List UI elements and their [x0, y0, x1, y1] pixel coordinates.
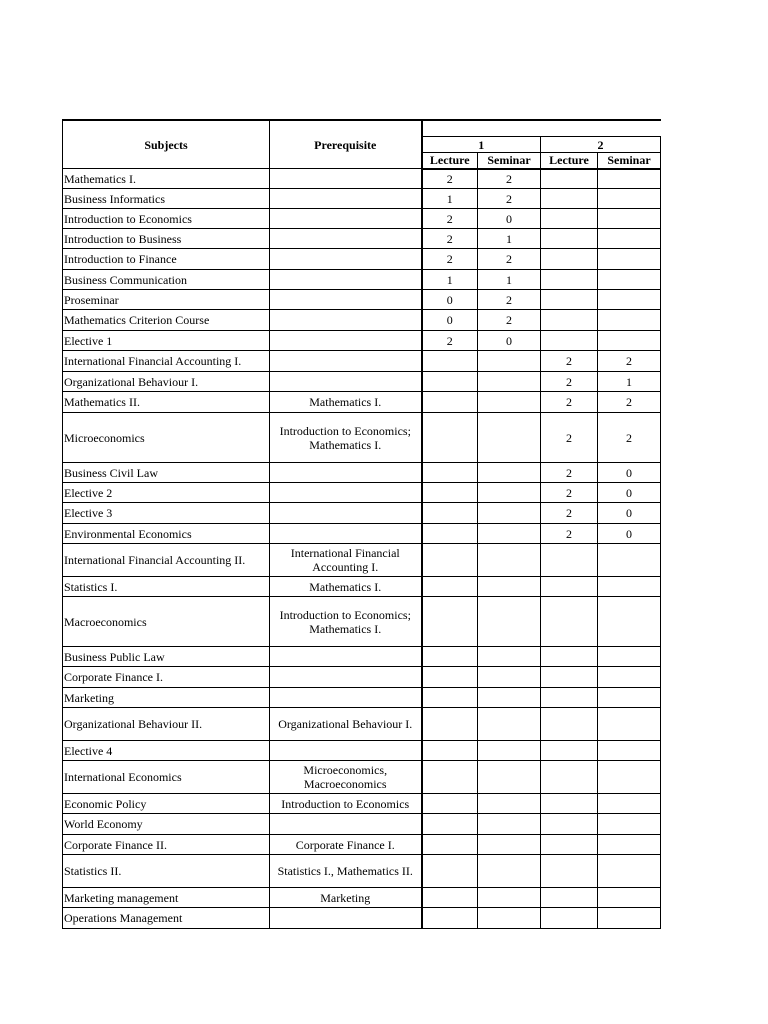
subjects-header: Subjects — [63, 120, 270, 169]
semester-2-seminar-cell — [598, 597, 661, 647]
subject-cell: International Economics — [63, 761, 270, 794]
semester-1-seminar-cell — [478, 372, 541, 392]
semester-2-seminar-cell: 0 — [598, 483, 661, 503]
semester-1-seminar-cell — [478, 351, 541, 372]
semester-2-seminar-cell: 2 — [598, 351, 661, 372]
table-row — [63, 741, 661, 761]
semester-1-lecture-cell — [422, 372, 478, 392]
semester-2-seminar-cell — [598, 761, 661, 794]
semester-1-lecture-cell — [422, 483, 478, 503]
prerequisite-cell — [270, 372, 422, 392]
prerequisite-cell: Introduction to Economics; Mathematics I. — [270, 597, 422, 647]
table-row — [63, 392, 661, 413]
prerequisite-cell — [270, 290, 422, 310]
subject-cell: International Financial Accounting II. — [63, 544, 270, 577]
semester-2-lecture-cell: 2 — [541, 392, 598, 413]
table-row — [63, 503, 661, 524]
prerequisite-cell — [270, 741, 422, 761]
semester-1-seminar-cell — [478, 524, 541, 544]
prerequisite-cell: Marketing — [270, 888, 422, 908]
header-blank-band — [422, 120, 661, 137]
semester-2-lecture-cell — [541, 597, 598, 647]
semester-1-lecture-cell: 0 — [422, 310, 478, 331]
semester-1-lecture-cell — [422, 908, 478, 929]
table-row — [63, 577, 661, 597]
semester-2-lecture-cell — [541, 189, 598, 209]
subject-cell: Organizational Behaviour I. — [63, 372, 270, 392]
table-row — [63, 761, 661, 794]
table-row — [63, 331, 661, 351]
semester-2-seminar-cell — [598, 688, 661, 708]
semester-2-lecture-cell — [541, 708, 598, 741]
semester-1-lecture-cell: 2 — [422, 209, 478, 229]
subject-cell: Business Informatics — [63, 189, 270, 209]
semester-2-lecture-cell — [541, 741, 598, 761]
semester-1-lecture-cell — [422, 741, 478, 761]
semester-1-seminar-cell — [478, 741, 541, 761]
table-row — [63, 209, 661, 229]
subject-cell: Microeconomics — [63, 413, 270, 463]
semester-2-lecture-cell: 2 — [541, 351, 598, 372]
semester-1-seminar-cell — [478, 503, 541, 524]
prerequisite-cell — [270, 463, 422, 483]
prerequisite-cell — [270, 351, 422, 372]
prerequisite-cell — [270, 667, 422, 688]
semester-2-lecture-cell: 2 — [541, 463, 598, 483]
semester-1-lecture-cell — [422, 503, 478, 524]
semester-1-lecture-cell: 0 — [422, 290, 478, 310]
semester-2-seminar-cell: 2 — [598, 392, 661, 413]
semester-2-seminar-cell — [598, 647, 661, 667]
semester-1-lecture-cell: 2 — [422, 331, 478, 351]
semester-1-lecture-cell — [422, 794, 478, 814]
semester-2-seminar-cell: 2 — [598, 413, 661, 463]
subject-cell: Marketing management — [63, 888, 270, 908]
table-row — [63, 908, 661, 929]
prerequisite-cell — [270, 331, 422, 351]
prerequisite-cell — [270, 647, 422, 667]
subject-cell: Environmental Economics — [63, 524, 270, 544]
semester-1-lecture-cell: 1 — [422, 270, 478, 290]
semester-2-seminar-cell — [598, 331, 661, 351]
semester-1-lecture-header: Lecture — [422, 153, 478, 169]
prerequisite-cell — [270, 688, 422, 708]
curriculum-table — [62, 119, 661, 929]
table-row — [63, 270, 661, 290]
subject-cell: Corporate Finance I. — [63, 667, 270, 688]
semester-1-lecture-cell — [422, 413, 478, 463]
semester-1-seminar-cell — [478, 688, 541, 708]
table-row — [63, 888, 661, 908]
subject-cell: Marketing — [63, 688, 270, 708]
semester-1-seminar-cell: 2 — [478, 189, 541, 209]
semester-1-lecture-cell: 2 — [422, 229, 478, 249]
semester-1-seminar-cell — [478, 483, 541, 503]
semester-2-lecture-cell — [541, 169, 598, 189]
semester-2-lecture-cell — [541, 647, 598, 667]
subject-cell: Economic Policy — [63, 794, 270, 814]
table-row — [63, 310, 661, 331]
table-row — [63, 667, 661, 688]
semester-1-seminar-cell — [478, 761, 541, 794]
subject-cell: Corporate Finance II. — [63, 835, 270, 855]
semester-1-seminar-cell — [478, 392, 541, 413]
subject-cell: Operations Management — [63, 908, 270, 929]
semester-1-seminar-cell: 2 — [478, 290, 541, 310]
prerequisite-cell: Organizational Behaviour I. — [270, 708, 422, 741]
semester-1-lecture-cell — [422, 667, 478, 688]
semester-1-seminar-cell — [478, 888, 541, 908]
subject-cell: Introduction to Economics — [63, 209, 270, 229]
semester-2-seminar-cell — [598, 209, 661, 229]
subject-cell: Introduction to Finance — [63, 249, 270, 270]
semester-2-lecture-cell: 2 — [541, 503, 598, 524]
prerequisite-cell: Mathematics I. — [270, 392, 422, 413]
table-row — [63, 708, 661, 741]
semester-2-lecture-header: Lecture — [541, 153, 598, 169]
subject-cell: Statistics II. — [63, 855, 270, 888]
semester-1-lecture-cell — [422, 835, 478, 855]
semester-2-lecture-cell — [541, 855, 598, 888]
prerequisite-cell: Mathematics I. — [270, 577, 422, 597]
semester-2-seminar-cell — [598, 908, 661, 929]
subject-cell: Statistics I. — [63, 577, 270, 597]
prerequisite-cell: Introduction to Economics; Mathematics I. — [270, 413, 422, 463]
semester-1-seminar-cell — [478, 647, 541, 667]
semester-2-lecture-cell — [541, 814, 598, 835]
semester-2-lecture-cell — [541, 888, 598, 908]
semester-2-lecture-cell: 2 — [541, 524, 598, 544]
prerequisite-cell — [270, 249, 422, 270]
semester-1-lecture-cell — [422, 577, 478, 597]
semester-2-lecture-cell — [541, 331, 598, 351]
semester-2-lecture-cell — [541, 794, 598, 814]
prerequisite-cell — [270, 270, 422, 290]
semester-1-seminar-cell: 1 — [478, 229, 541, 249]
semester-1-seminar-cell — [478, 597, 541, 647]
semester-1-lecture-cell — [422, 351, 478, 372]
prerequisite-cell: Statistics I., Mathematics II. — [270, 855, 422, 888]
prerequisite-cell — [270, 310, 422, 331]
table-row — [63, 688, 661, 708]
semester-2-lecture-cell: 2 — [541, 413, 598, 463]
semester-1-lecture-cell — [422, 544, 478, 577]
table-row — [63, 483, 661, 503]
semester-2-seminar-cell: 1 — [598, 372, 661, 392]
semester-2-seminar-cell — [598, 888, 661, 908]
subject-cell: Elective 4 — [63, 741, 270, 761]
semester-1-lecture-cell: 2 — [422, 249, 478, 270]
semester-1-lecture-cell — [422, 814, 478, 835]
semester-2-lecture-cell — [541, 270, 598, 290]
semester-2-lecture-cell: 2 — [541, 372, 598, 392]
prerequisite-cell: International Financial Accounting I. — [270, 544, 422, 577]
prerequisite-cell — [270, 229, 422, 249]
table-row — [63, 647, 661, 667]
semester-1-seminar-cell: 2 — [478, 249, 541, 270]
semester-1-lecture-cell — [422, 888, 478, 908]
table-row — [63, 229, 661, 249]
semester-1-seminar-cell: 1 — [478, 270, 541, 290]
subject-cell: Elective 3 — [63, 503, 270, 524]
semester-2-seminar-cell — [598, 544, 661, 577]
semester-1-lecture-cell — [422, 647, 478, 667]
semester-1-seminar-cell — [478, 577, 541, 597]
semester-1-seminar-cell — [478, 544, 541, 577]
semester-2-seminar-cell — [598, 708, 661, 741]
prerequisite-cell — [270, 169, 422, 189]
semester-2-seminar-cell — [598, 229, 661, 249]
prerequisite-cell — [270, 189, 422, 209]
prerequisite-cell — [270, 503, 422, 524]
semester-2-lecture-cell: 2 — [541, 483, 598, 503]
table-row — [63, 463, 661, 483]
subject-cell: Macroeconomics — [63, 597, 270, 647]
semester-2-lecture-cell — [541, 209, 598, 229]
table-row — [63, 372, 661, 392]
subject-cell: Mathematics I. — [63, 169, 270, 189]
table-row — [63, 597, 661, 647]
semester-1-seminar-cell — [478, 835, 541, 855]
semester-2-seminar-cell: 0 — [598, 524, 661, 544]
semester-2-lecture-cell — [541, 577, 598, 597]
semester-1-seminar-cell: 2 — [478, 310, 541, 331]
table-row — [63, 169, 661, 189]
semester-1-lecture-cell: 2 — [422, 169, 478, 189]
table-row — [63, 249, 661, 270]
semester-1-lecture-cell — [422, 463, 478, 483]
semester-2-seminar-cell — [598, 310, 661, 331]
semester-2-seminar-cell — [598, 855, 661, 888]
semester-2-seminar-cell — [598, 169, 661, 189]
semester-2-lecture-cell — [541, 290, 598, 310]
semester-2-lecture-cell — [541, 229, 598, 249]
semester-2-lecture-cell — [541, 667, 598, 688]
table-row — [63, 351, 661, 372]
semester-1-seminar-cell — [478, 667, 541, 688]
subject-cell: World Economy — [63, 814, 270, 835]
prerequisite-cell — [270, 209, 422, 229]
table-row — [63, 835, 661, 855]
table-row — [63, 814, 661, 835]
semester-2-seminar-cell — [598, 741, 661, 761]
semester-1-seminar-cell — [478, 855, 541, 888]
semester-2-lecture-cell — [541, 761, 598, 794]
prerequisite-cell — [270, 908, 422, 929]
subject-cell: Proseminar — [63, 290, 270, 310]
subject-cell: Business Communication — [63, 270, 270, 290]
semester-1-lecture-cell — [422, 524, 478, 544]
semester-1-seminar-cell — [478, 794, 541, 814]
semester-1-lecture-cell — [422, 855, 478, 888]
prerequisite-cell — [270, 814, 422, 835]
semester-2-seminar-cell — [598, 577, 661, 597]
semester-2-seminar-cell — [598, 835, 661, 855]
subject-cell: Business Civil Law — [63, 463, 270, 483]
semester-2-seminar-cell: 0 — [598, 503, 661, 524]
prerequisite-header: Prerequisite — [270, 120, 422, 169]
table-row — [63, 794, 661, 814]
table-body — [63, 169, 661, 929]
table-row — [63, 544, 661, 577]
semester-2-seminar-cell — [598, 249, 661, 270]
subject-cell: International Financial Accounting I. — [63, 351, 270, 372]
semester-2-lecture-cell — [541, 835, 598, 855]
semester-2-seminar-header: Seminar — [598, 153, 661, 169]
semester-1-seminar-cell: 2 — [478, 169, 541, 189]
semester-2-header: 2 — [541, 137, 661, 153]
semester-2-seminar-cell — [598, 270, 661, 290]
semester-1-seminar-header: Seminar — [478, 153, 541, 169]
semester-2-seminar-cell — [598, 667, 661, 688]
subject-cell: Mathematics II. — [63, 392, 270, 413]
semester-2-lecture-cell — [541, 249, 598, 270]
semester-1-lecture-cell — [422, 392, 478, 413]
semester-2-seminar-cell — [598, 189, 661, 209]
semester-1-seminar-cell — [478, 814, 541, 835]
semester-1-lecture-cell — [422, 688, 478, 708]
prerequisite-cell: Microeconomics, Macroeconomics — [270, 761, 422, 794]
semester-2-lecture-cell — [541, 688, 598, 708]
semester-2-lecture-cell — [541, 544, 598, 577]
prerequisite-cell: Introduction to Economics — [270, 794, 422, 814]
semester-2-seminar-cell: 0 — [598, 463, 661, 483]
subject-cell: Elective 2 — [63, 483, 270, 503]
semester-2-seminar-cell — [598, 290, 661, 310]
semester-1-seminar-cell: 0 — [478, 209, 541, 229]
semester-1-seminar-cell — [478, 463, 541, 483]
subject-cell: Elective 1 — [63, 331, 270, 351]
table-header — [63, 120, 661, 169]
semester-2-seminar-cell — [598, 814, 661, 835]
subject-cell: Business Public Law — [63, 647, 270, 667]
semester-1-lecture-cell — [422, 597, 478, 647]
table-row — [63, 290, 661, 310]
semester-1-lecture-cell — [422, 708, 478, 741]
semester-1-seminar-cell — [478, 413, 541, 463]
semester-1-seminar-cell — [478, 708, 541, 741]
subject-cell: Organizational Behaviour II. — [63, 708, 270, 741]
prerequisite-cell — [270, 483, 422, 503]
semester-1-header: 1 — [422, 137, 541, 153]
semester-1-lecture-cell — [422, 761, 478, 794]
semester-1-lecture-cell: 1 — [422, 189, 478, 209]
semester-1-seminar-cell: 0 — [478, 331, 541, 351]
subject-cell: Introduction to Business — [63, 229, 270, 249]
table-row — [63, 413, 661, 463]
table-row — [63, 189, 661, 209]
table-row — [63, 855, 661, 888]
semester-2-lecture-cell — [541, 908, 598, 929]
subject-cell: Mathematics Criterion Course — [63, 310, 270, 331]
table-row — [63, 524, 661, 544]
semester-2-lecture-cell — [541, 310, 598, 331]
semester-2-seminar-cell — [598, 794, 661, 814]
semester-1-seminar-cell — [478, 908, 541, 929]
prerequisite-cell — [270, 524, 422, 544]
prerequisite-cell: Corporate Finance I. — [270, 835, 422, 855]
